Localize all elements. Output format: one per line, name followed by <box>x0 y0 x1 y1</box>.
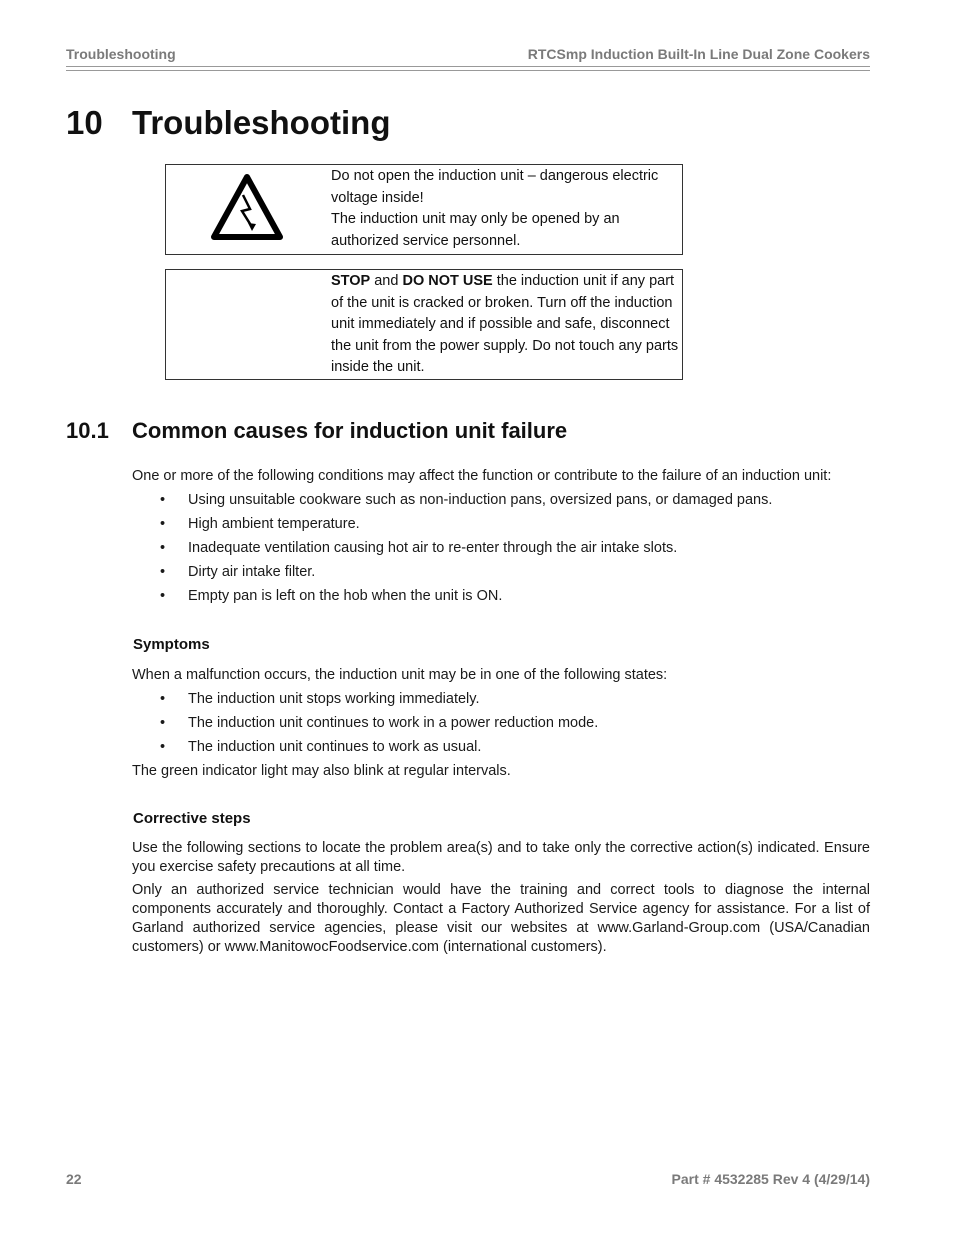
chapter-heading <box>66 104 390 142</box>
bullet: • <box>160 739 166 755</box>
stop-warning-rest: the induction unit if any part of the unit is cracked or broken. Turn off the induction unit immediately and if possible and safe, disconnect the unit from the power supply. Do not touch any parts inside the unit. <box>331 273 679 376</box>
running-header-section: Troubleshooting <box>66 46 176 62</box>
electric-warning-text <box>331 166 679 252</box>
list-item: • The induction unit continues to work as usual. <box>160 739 482 755</box>
header-rule-top <box>66 66 870 67</box>
electric-warning-line1: Do not open the induction unit – dangerous electric voltage inside! <box>331 168 659 206</box>
bullet: • <box>160 715 166 731</box>
causes-intro: One or more of the following conditions may affect the function or contribute to the failure of an induction unit: <box>132 468 832 484</box>
section-number: 10.1 <box>66 418 109 443</box>
list-item: • The induction unit continues to work in a power reduction mode. <box>160 715 599 731</box>
symptoms-list <box>132 690 870 762</box>
bullet: • <box>160 564 166 580</box>
electric-hazard-icon <box>210 173 284 241</box>
list-item: • The induction unit stops working immediately. <box>160 691 480 707</box>
causes-list <box>132 491 870 611</box>
stop-keyword: STOP <box>331 273 371 289</box>
chapter-title: Troubleshooting <box>132 104 391 141</box>
part-number: Part # 4532285 Rev 4 (4/29/14) <box>671 1171 870 1187</box>
page-number: 22 <box>66 1171 82 1187</box>
stop-and: and <box>370 273 403 289</box>
symptoms-heading: Symptoms <box>133 636 210 653</box>
bullet: • <box>160 588 166 604</box>
stop-warning-box <box>165 269 683 380</box>
running-header-title: RTCSmp Induction Built-In Line Dual Zone Cookers <box>527 46 870 62</box>
list-item: • Empty pan is left on the hob when the unit is ON. <box>160 588 503 604</box>
symptoms-note: The green indicator light may also blink at regular intervals. <box>132 763 511 779</box>
bullet: • <box>160 492 166 508</box>
bullet: • <box>160 516 166 532</box>
corrective-para1: Use the following sections to locate the problem area(s) and to take only the corrective action(s) indicated. Ensure you exercise safety precautions at all time. <box>132 840 870 875</box>
electric-warning-line2: The induction unit may only be opened by an authorized service personnel. <box>331 211 620 249</box>
corrective-para2: Only an authorized service technician would have the training and correct tools to diagnose the internal components accurately and thoroughly. Contact a Factory Authorized Service agency for assistance. For a list of Garland authorized service agencies, please visit our websites at www.Garland-Group.com (USA/Canadian customers) or www.ManitowocFoodservice.com (international customers). <box>132 882 870 955</box>
list-item: • Dirty air intake filter. <box>160 564 316 580</box>
do-not-use-keyword: DO NOT USE <box>402 273 493 289</box>
list-item: • Using unsuitable cookware such as non-induction pans, oversized pans, or damaged pans. <box>160 492 773 508</box>
list-item: • Inadequate ventilation causing hot air to re-enter through the air intake slots. <box>160 540 678 556</box>
header-rule-bottom <box>66 70 870 71</box>
corrective-heading: Corrective steps <box>133 810 251 827</box>
section-title: Common causes for induction unit failure <box>132 418 568 443</box>
stop-warning-text <box>331 271 679 379</box>
electric-warning-box <box>165 164 683 255</box>
bullet: • <box>160 540 166 556</box>
section-heading <box>66 418 567 444</box>
symptoms-intro: When a malfunction occurs, the induction unit may be in one of the following states: <box>132 667 668 683</box>
list-item: • High ambient temperature. <box>160 516 360 532</box>
chapter-number: 10 <box>66 104 103 141</box>
bullet: • <box>160 691 166 707</box>
